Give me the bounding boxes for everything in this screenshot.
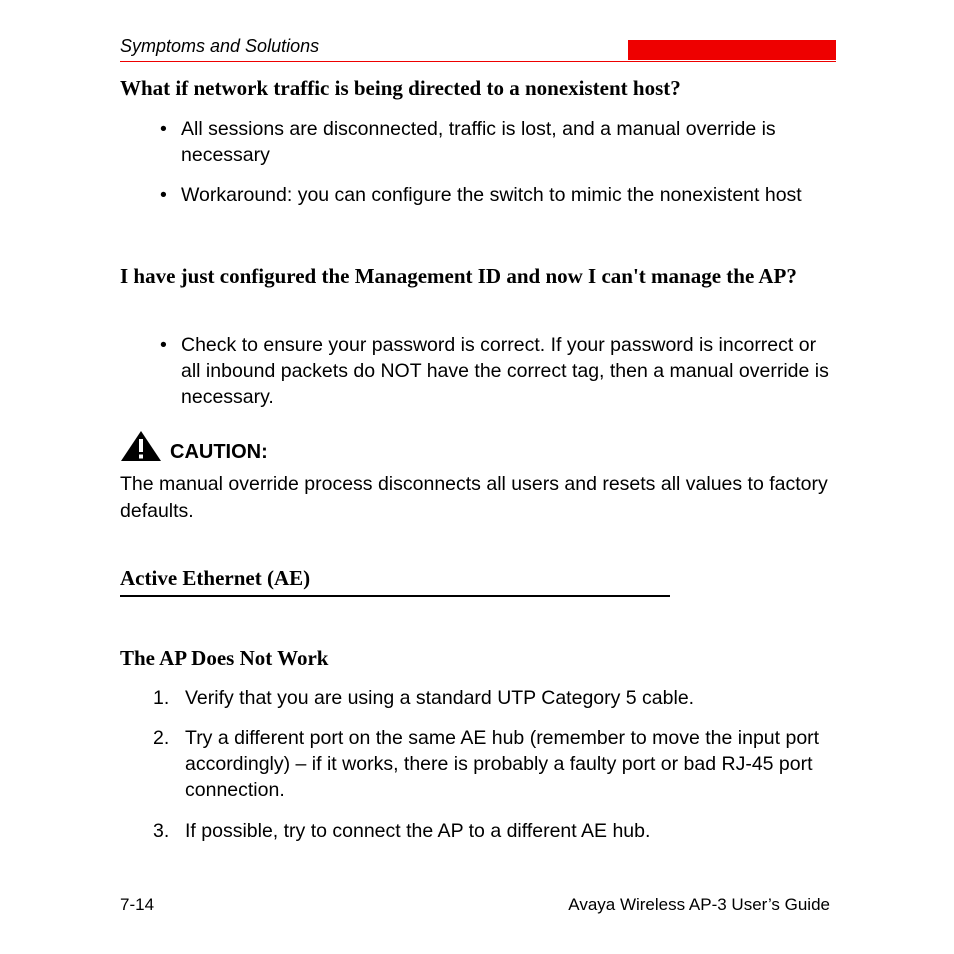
list-item — [160, 116, 840, 168]
subsection-heading: The AP Does Not Work — [120, 646, 329, 670]
step-text: Try a different port on the same AE hub (remember to move the input port accordingly) – if it works, there is probably a faulty port or bad RJ-45 port connection. — [185, 727, 820, 801]
step-number: 1. — [153, 687, 170, 709]
footer-title: Avaya Wireless AP-3 User’s Guide — [568, 895, 830, 914]
step-text: If possible, try to connect the AP to a different AE hub. — [185, 820, 651, 842]
list-item — [160, 332, 840, 410]
header-rule — [120, 61, 836, 62]
step-text: Verify that you are using a standard UTP Category 5 cable. — [185, 687, 695, 709]
faq-question-management-id: I have just configured the Management ID and now I can't manage the AP? — [120, 264, 797, 288]
header-accent-bar — [628, 40, 836, 60]
section-title: Active Ethernet (AE) — [120, 566, 311, 590]
list-item — [153, 685, 843, 711]
list-item — [160, 182, 840, 208]
warning-triangle-icon — [120, 430, 162, 462]
step-number: 2. — [153, 727, 170, 749]
caution-label: CAUTION: — [170, 441, 268, 463]
running-head: Symptoms and Solutions — [120, 36, 320, 56]
faq-question-nonexistent-host: What if network traffic is being directed to a nonexistent host? — [120, 76, 681, 100]
bullet-mark: • — [160, 184, 167, 206]
list-item — [153, 818, 843, 844]
list-item — [153, 725, 843, 803]
page-number: 7-14 — [120, 895, 155, 914]
section-rule — [120, 595, 670, 597]
bullet-mark: • — [160, 334, 167, 356]
step-number: 3. — [153, 820, 170, 842]
caution-text: The manual override process disconnects all users and resets all values to factory defaults. — [120, 473, 828, 522]
bullet-text: Check to ensure your password is correct. If your password is incorrect or all inbound packets do NOT have the correct tag, then a manual override is necessary. — [181, 334, 829, 408]
bullet-mark: • — [160, 118, 167, 140]
bullet-text: All sessions are disconnected, traffic is lost, and a manual override is necessary — [181, 118, 776, 166]
bullet-text: Workaround: you can configure the switch to mimic the nonexistent host — [181, 184, 802, 206]
